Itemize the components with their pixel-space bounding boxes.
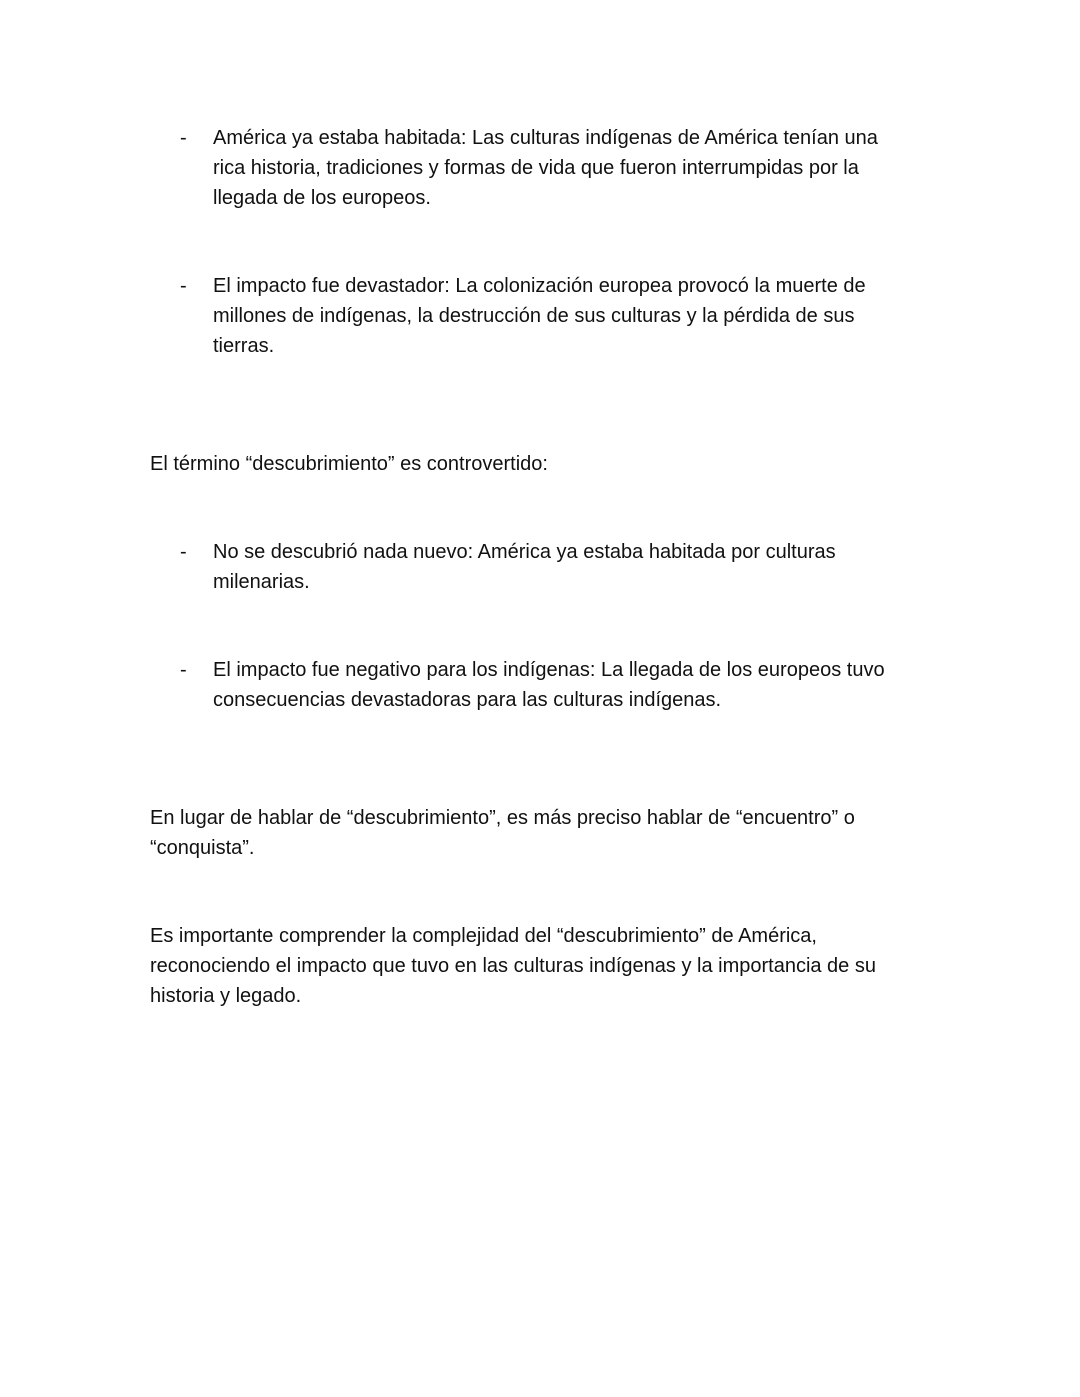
paragraph-conclusion: Es importante comprender la complejidad del “descubrimiento” de América, reconociendo el impacto que tuvo en las culturas indígenas y la importancia de su historia y legado. bbox=[150, 925, 876, 1007]
list-item-text: No se descubrió nada nuevo: América ya estaba habitada por culturas milenarias. bbox=[213, 541, 836, 593]
list-item-text: El impacto fue devastador: La colonización europea provocó la muerte de millones de indígenas, la destrucción de sus culturas y la pérdida de sus tierras. bbox=[213, 275, 866, 357]
bullet-dash: - bbox=[180, 127, 187, 149]
bullet-dash: - bbox=[180, 541, 187, 563]
bullet-dash: - bbox=[180, 275, 187, 297]
list-item bbox=[180, 123, 900, 213]
section-heading: El término “descubrimiento” es controvertido: bbox=[150, 453, 548, 475]
list-item-text: América ya estaba habitada: Las culturas indígenas de América tenían una rica historia, tradiciones y formas de vida que fueron interrumpidas por la llegada de los europeos. bbox=[213, 127, 878, 209]
list-item bbox=[180, 271, 900, 361]
paragraph-alternative-terms: En lugar de hablar de “descubrimiento”, es más preciso hablar de “encuentro” o “conquista”. bbox=[150, 807, 855, 859]
list-item-text: El impacto fue negativo para los indígenas: La llegada de los europeos tuvo consecuencias devastadoras para las culturas indígenas. bbox=[213, 659, 885, 711]
bullet-dash: - bbox=[180, 659, 187, 681]
list-item bbox=[180, 537, 900, 597]
list-item bbox=[180, 655, 900, 715]
